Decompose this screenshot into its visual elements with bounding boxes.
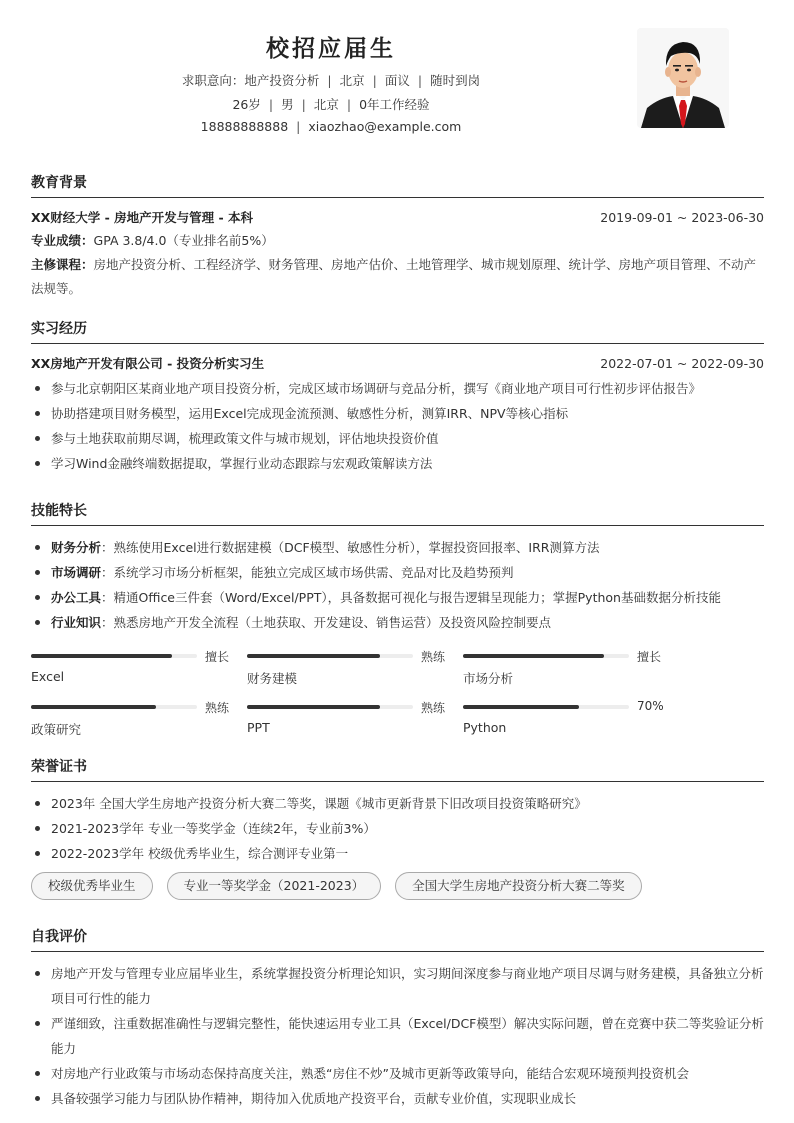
company-role: XX房地产开发有限公司 - 投资分析实习生	[31, 356, 265, 371]
skill-text: ：熟悉房地产开发全流程（土地获取、开发建设、销售运营）及投资风险控制要点	[101, 615, 552, 630]
honor-tag: 校级优秀毕业生	[31, 872, 153, 900]
skill-name: 市场分析	[463, 671, 514, 686]
skill-level: 熟练	[421, 650, 446, 664]
list-item: 参与土地获取前期尽调，梳理政策文件与城市规划，评估地块投资价值	[31, 426, 764, 451]
skill-bar-excel	[31, 648, 231, 698]
internship-entry-head	[31, 354, 764, 374]
skill-name: Python	[463, 720, 507, 735]
skill-bar-ppt	[247, 699, 447, 749]
basic-info-line	[0, 95, 662, 113]
skill-bar-market-analysis	[463, 648, 663, 698]
skill-name: 政策研究	[31, 722, 82, 737]
skill-level: 70%	[637, 699, 664, 713]
list-item: 2023年 全国大学生房地产投资分析大赛二等奖，课题《城市更新背景下旧改项目投资策略研究》	[31, 791, 764, 816]
separator: |	[417, 73, 423, 88]
skill-bar-track	[247, 654, 413, 658]
job-intent-city: 北京	[339, 73, 365, 88]
list-item: 学习Wind金融终端数据提取，掌握行业动态跟踪与宏观政策解读方法	[31, 451, 764, 476]
school-major-degree: XX财经大学 - 房地产开发与管理 - 本科	[31, 210, 254, 225]
skill-name: 财务建模	[247, 671, 298, 686]
job-intent-salary: 面议	[384, 73, 410, 88]
separator: |	[301, 97, 306, 112]
phone: 18888888888	[200, 119, 289, 134]
gpa-label: 专业成绩：	[31, 233, 94, 248]
email[interactable]: xiaozhao@example.com	[308, 119, 462, 134]
skill-bar-financial-modeling	[247, 648, 447, 698]
job-intent-line	[0, 71, 662, 89]
section-title-skills: 技能特长	[31, 500, 764, 526]
self-evaluation-section	[31, 926, 764, 1111]
internship-section	[31, 318, 764, 476]
skill-bar-track	[247, 705, 413, 709]
work-experience: 0年工作经验	[359, 97, 430, 112]
education-section	[31, 172, 764, 301]
gpa-value: GPA 3.8/4.0（专业排名前5%）	[93, 233, 274, 248]
skill-label: 市场调研	[51, 565, 102, 580]
skill-text: ：精通Office三件套（Word/Excel/PPT），具备数据可视化与报告逻辑呈现能力；掌握Python基础数据分析技能	[101, 590, 721, 605]
skill-bar-track	[463, 654, 629, 658]
gpa-line	[31, 229, 764, 253]
list-item	[31, 585, 764, 610]
education-date: 2019-09-01 ~ 2023-06-30	[600, 210, 764, 225]
skill-name: PPT	[247, 720, 270, 735]
list-item	[31, 535, 764, 560]
skill-bar-fill	[463, 705, 579, 709]
list-item	[31, 610, 764, 635]
skills-bullets	[31, 535, 764, 635]
separator: |	[346, 97, 352, 112]
education-entry-head	[31, 208, 764, 228]
skills-section	[31, 500, 764, 635]
courses-line	[31, 253, 764, 301]
skill-level: 擅长	[637, 650, 662, 664]
avatar-illustration	[637, 28, 729, 128]
candidate-name: 校招应届生	[266, 36, 396, 62]
job-intent-availability: 随时到岗	[430, 73, 481, 88]
honor-tags	[31, 872, 764, 900]
skill-level: 熟练	[205, 701, 230, 715]
gender: 男	[281, 97, 294, 112]
section-title-honors: 荣誉证书	[31, 756, 764, 782]
honors-bullets	[31, 791, 764, 866]
resume-header	[0, 28, 794, 148]
skill-bar-fill	[247, 654, 380, 658]
skill-bar-policy-research	[31, 699, 231, 749]
skill-text: ：熟练使用Excel进行数据建模（DCF模型、敏感性分析），掌握投资回报率、IRR测算方法	[101, 540, 600, 555]
skill-label: 办公工具	[51, 590, 102, 605]
skill-bar-fill	[31, 654, 172, 658]
skill-text: ：系统学习市场分析框架，能独立完成区域市场供需、竞品对比及趋势预判	[101, 565, 514, 580]
skill-bars	[31, 648, 764, 748]
job-intent-position: 求职意向：地产投资分析	[181, 73, 320, 88]
list-item: 房地产开发与管理专业应届毕业生，系统掌握投资分析理论知识，实习期间深度参与商业地产项目尽调与财务建模，具备独立分析项目可行性的能力	[31, 961, 764, 1011]
skill-bar-track	[31, 654, 197, 658]
skill-label: 财务分析	[51, 540, 102, 555]
internship-bullets	[31, 376, 764, 476]
list-item: 2022-2023学年 校级优秀毕业生，综合测评专业第一	[31, 841, 764, 866]
list-item: 具备较强学习能力与团队协作精神，期待加入优质地产投资平台，贡献专业价值，实现职业成长	[31, 1086, 764, 1111]
separator: |	[268, 97, 274, 112]
separator: |	[327, 73, 332, 88]
skill-bar-fill	[31, 705, 156, 709]
section-title-self-evaluation: 自我评价	[31, 926, 764, 952]
skill-bar-python	[463, 699, 663, 749]
skill-bar-track	[31, 705, 197, 709]
courses-label: 主修课程：	[31, 257, 94, 272]
section-title-education: 教育背景	[31, 172, 764, 198]
skill-level: 擅长	[205, 650, 230, 664]
contact-line	[0, 119, 662, 134]
list-item	[31, 560, 764, 585]
list-item: 参与北京朝阳区某商业地产项目投资分析，完成区域市场调研与竞品分析，撰写《商业地产项目可行性初步评估报告》	[31, 376, 764, 401]
honor-tag: 专业一等奖学金（2021-2023）	[167, 872, 382, 900]
location: 北京	[313, 97, 339, 112]
skill-label: 行业知识	[51, 615, 102, 630]
list-item: 2021-2023学年 专业一等奖学金（连续2年，专业前3%）	[31, 816, 764, 841]
age: 26岁	[232, 97, 261, 112]
list-item: 对房地产行业政策与市场动态保持高度关注，熟悉“房住不炒”及城市更新等政策导向，能结合宏观环境预判投资机会	[31, 1061, 764, 1086]
list-item: 严谨细致，注重数据准确性与逻辑完整性，能快速运用专业工具（Excel/DCF模型）解决实际问题，曾在竞赛中获二等奖验证分析能力	[31, 1011, 764, 1061]
list-item: 协助搭建项目财务模型，运用Excel完成现金流预测、敏感性分析，测算IRR、NPV等核心指标	[31, 401, 764, 426]
separator: |	[372, 73, 377, 88]
honor-tag: 全国大学生房地产投资分析大赛二等奖	[395, 872, 642, 900]
separator: |	[296, 119, 301, 134]
skill-level: 熟练	[421, 701, 446, 715]
courses-value: 房地产投资分析、工程经济学、财务管理、房地产估价、土地管理学、城市规划原理、统计学、房地产项目管理、不动产法规等。	[31, 257, 757, 296]
internship-date: 2022-07-01 ~ 2022-09-30	[600, 356, 764, 371]
skill-name: Excel	[31, 669, 65, 684]
avatar	[637, 28, 729, 128]
skill-bar-track	[463, 705, 629, 709]
skill-bar-fill	[463, 654, 604, 658]
skill-bar-fill	[247, 705, 380, 709]
section-title-internship: 实习经历	[31, 318, 764, 344]
self-evaluation-bullets	[31, 961, 764, 1111]
honors-section	[31, 756, 764, 900]
